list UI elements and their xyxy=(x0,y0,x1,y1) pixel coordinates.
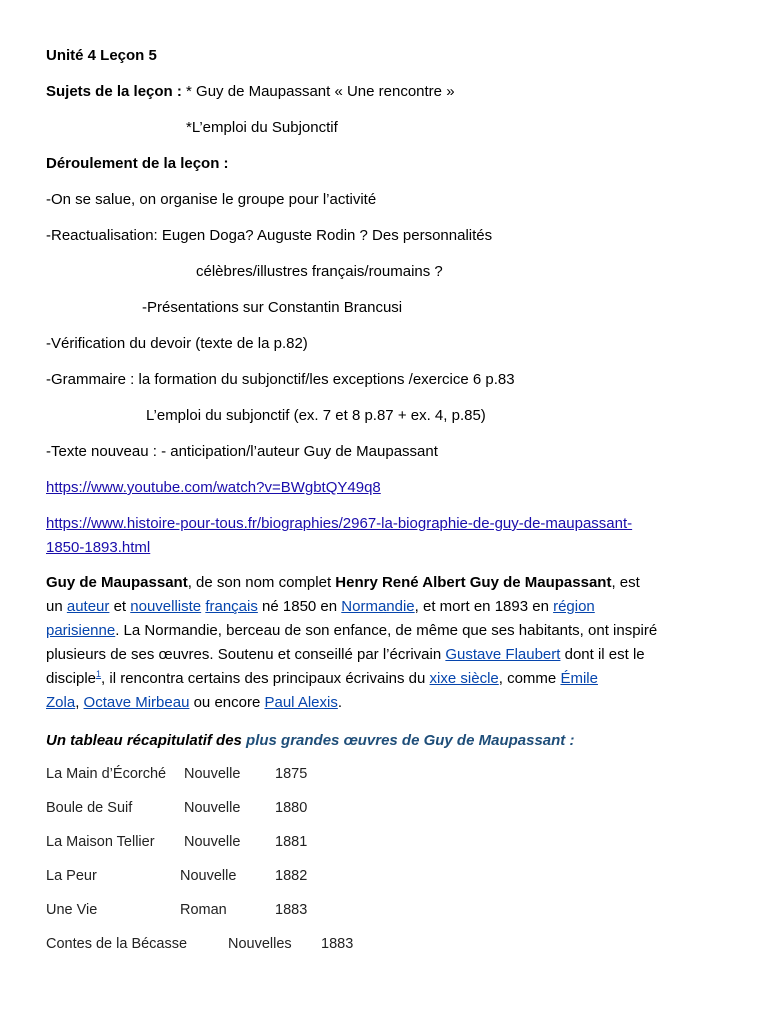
step-verification: -Vérification du devoir (texte de la p.82) xyxy=(46,335,308,352)
siecle-link[interactable]: xixe siècle xyxy=(429,670,499,687)
table-title xyxy=(46,732,574,749)
subjects-text: * Guy de Maupassant « Une rencontre » xyxy=(181,83,455,100)
histoire-link-cont[interactable]: 1850-1893.html xyxy=(46,539,151,556)
table-title-highlight: plus grandes œuvres de Guy de Maupassant : xyxy=(246,732,575,749)
work-title: La Peur xyxy=(46,868,97,884)
bio-text: , et mort en 1893 en xyxy=(414,598,554,615)
work-year: 1883 xyxy=(275,902,308,918)
bio-text: . La Normandie, berceau de son enfance, de même que ses habitants, ont inspiré xyxy=(115,622,658,639)
work-year: 1880 xyxy=(275,800,308,816)
auteur-link[interactable]: auteur xyxy=(66,598,110,615)
deroulement-heading: Déroulement de la leçon : xyxy=(46,155,229,172)
mirbeau-link[interactable]: Octave Mirbeau xyxy=(83,694,190,711)
step-texte-nouveau: -Texte nouveau : - anticipation/l’auteur Guy de Maupassant xyxy=(46,443,438,460)
bio-text: disciple xyxy=(46,670,97,687)
bio-text: né 1850 en xyxy=(257,598,342,615)
bio-text: ou encore xyxy=(189,694,265,711)
work-genre: Nouvelles xyxy=(228,936,292,952)
lesson-title: Unité 4 Leçon 5 xyxy=(46,47,157,64)
work-genre: Nouvelle xyxy=(180,868,237,884)
table-title-text: Un tableau récapitulatif des xyxy=(46,732,247,749)
bio-text: , de son nom complet xyxy=(187,574,336,591)
parisienne-link[interactable]: parisienne xyxy=(46,622,116,639)
emile-link[interactable]: Émile xyxy=(560,670,598,687)
bio-text: plusieurs de ses œuvres. Soutenu et conseillé par l’écrivain xyxy=(46,646,446,663)
work-title: Contes de la Bécasse xyxy=(46,936,188,952)
work-year: 1875 xyxy=(275,766,308,782)
bio-name: Guy de Maupassant xyxy=(46,574,188,591)
bio-text: , comme xyxy=(498,670,561,687)
francais-link[interactable]: français xyxy=(205,598,258,615)
bio-text: . xyxy=(337,694,343,711)
youtube-link[interactable]: https://www.youtube.com/watch?v=BWgbtQY49q8 xyxy=(46,479,381,496)
work-title: La Maison Tellier xyxy=(46,834,155,850)
histoire-link[interactable]: https://www.histoire-pour-tous.fr/biographies/2967-la-biographie-de-guy-de-maupassant- xyxy=(46,515,633,532)
work-title: Une Vie xyxy=(46,902,98,918)
step-grammaire: -Grammaire : la formation du subjonctif/les exceptions /exercice 6 p.83 xyxy=(46,371,515,388)
work-genre: Roman xyxy=(180,902,227,918)
subjects-line xyxy=(46,82,455,102)
bio-text: et xyxy=(109,598,131,615)
subjects-second: *L’emploi du Subjonctif xyxy=(186,119,338,136)
region-link[interactable]: région xyxy=(553,598,595,615)
work-genre: Nouvelle xyxy=(184,766,241,782)
nouvelliste-link[interactable]: nouvelliste xyxy=(130,598,202,615)
bio-text: , xyxy=(75,694,84,711)
work-year: 1882 xyxy=(275,868,308,884)
biography-paragraph xyxy=(46,571,736,715)
normandie-link[interactable]: Normandie xyxy=(341,598,415,615)
bio-text: , il rencontra certains des principaux écrivains du xyxy=(101,670,430,687)
step-presentations: -Présentations sur Constantin Brancusi xyxy=(142,299,403,316)
step-greeting: -On se salue, on organise le groupe pour l’activité xyxy=(46,191,377,208)
work-genre: Nouvelle xyxy=(184,834,241,850)
work-year: 1881 xyxy=(275,834,308,850)
zola-link[interactable]: Zola xyxy=(46,694,76,711)
bio-text: dont il est le xyxy=(560,646,645,663)
work-year: 1883 xyxy=(321,936,354,952)
footnote-link[interactable]: 1 xyxy=(96,669,102,679)
subjects-label: Sujets de la leçon : xyxy=(46,83,182,100)
flaubert-link[interactable]: Gustave Flaubert xyxy=(445,646,561,663)
bio-fullname: Henry René Albert Guy de Maupassant xyxy=(335,574,612,591)
step-reactualisation-cont: célèbres/illustres français/roumains ? xyxy=(196,263,443,280)
bio-text: un xyxy=(46,598,67,615)
step-subjonctif: L’emploi du subjonctif (ex. 7 et 8 p.87 + ex. 4, p.85) xyxy=(146,407,486,424)
alexis-link[interactable]: Paul Alexis xyxy=(264,694,338,711)
work-title: La Main d’Écorché xyxy=(46,766,167,782)
step-reactualisation: -Reactualisation: Eugen Doga? Auguste Rodin ? Des personnalités xyxy=(46,227,493,244)
bio-text: , est xyxy=(611,574,640,591)
work-title: Boule de Suif xyxy=(46,800,133,816)
work-genre: Nouvelle xyxy=(184,800,241,816)
